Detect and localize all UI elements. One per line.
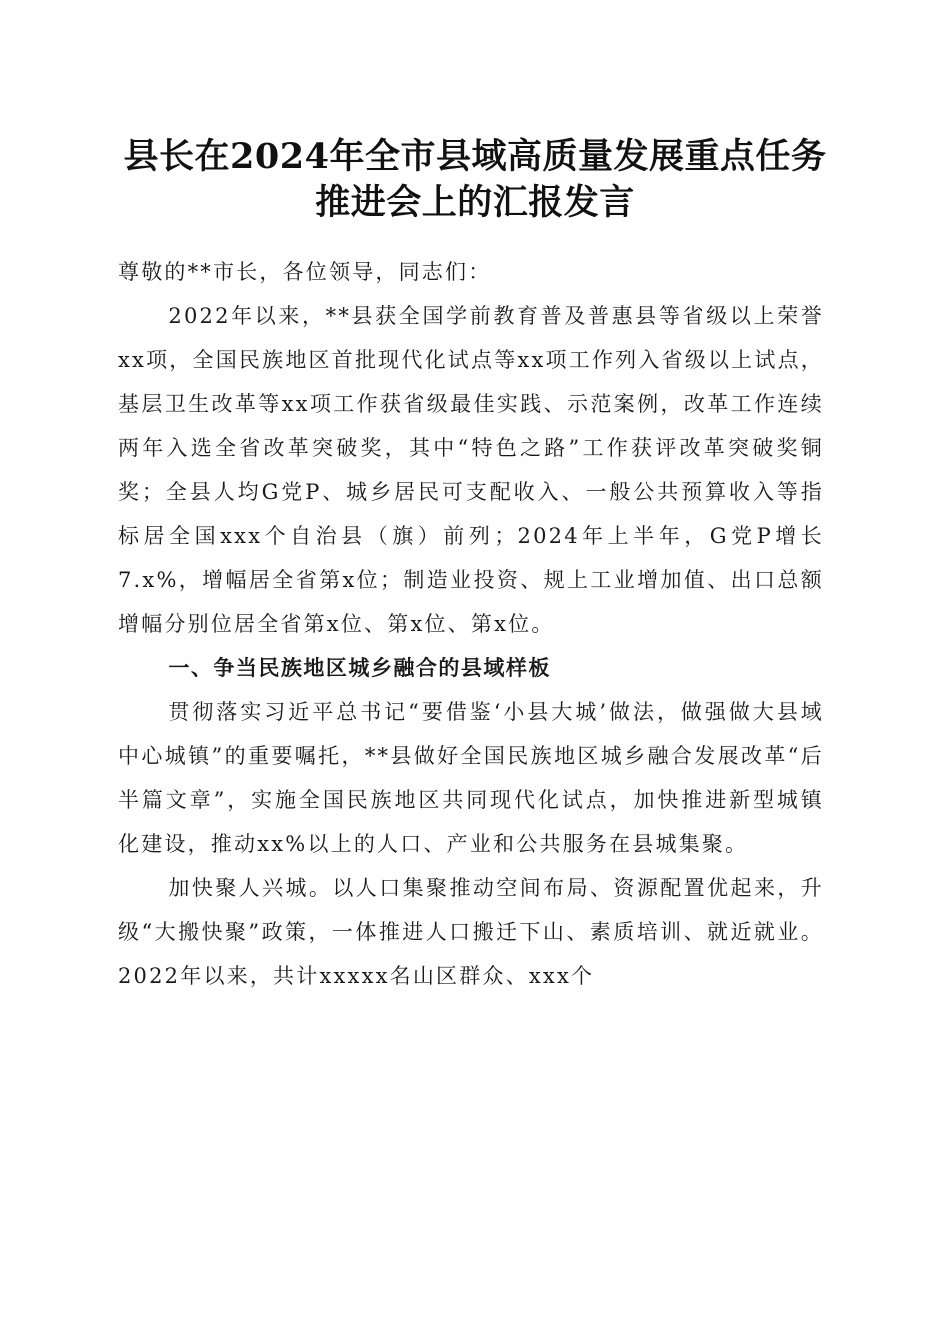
paragraph-population: 加快聚人兴城。以人口集聚推动空间布局、资源配置优起来，升级“大搬快聚”政策，一体推进人口搬迁下山、素质培训、就近就业。2022年以来，共计xxxxx名山区群众、xxx个 <box>118 876 824 988</box>
section-heading-1: 一、争当民族地区城乡融合的县域样板 <box>168 656 551 680</box>
title-line-1: 县长在2024年全市县域高质量发展重点任务 <box>123 136 827 177</box>
paragraph-section-1: 贯彻落实习近平总书记“要借鉴‘小县大城’做法，做强做大县域中心城镇”的重要嘱托，**县做好全国民族地区城乡融合发展改革“后半篇文章”，实施全国民族地区共同现代化试点，加快推进新型城镇化建设，推动xx%以上的人口、产业和公共服务在县城集聚。 <box>118 700 824 856</box>
title-line-2: 推进会上的汇报发言 <box>315 182 635 223</box>
document-body <box>118 250 824 998</box>
document-title <box>90 134 860 226</box>
salutation: 尊敬的**市长，各位领导，同志们： <box>118 260 492 284</box>
paragraph-intro: 2022年以来，**县获全国学前教育普及普惠县等省级以上荣誉xx项，全国民族地区首批现代化试点等xx项工作列入省级以上试点，基层卫生改革等xx项工作获省级最佳实践、示范案例，改革工作连续两年入选全省改革突破奖，其中“特色之路”工作获评改革突破奖铜奖；全县人均G党P、城乡居民可支配收入、一般公共预算收入等指标居全国xxx个自治县（旗）前列；2024年上半年，G党P增长7.x%，增幅居全省第x位；制造业投资、规上工业增加值、出口总额增幅分别位居全省第x位、第x位、第x位。 <box>118 304 824 636</box>
